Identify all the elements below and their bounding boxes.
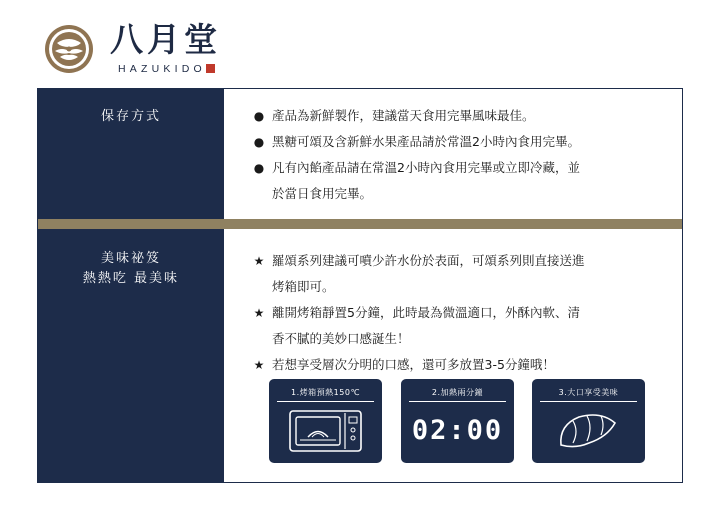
list-item — [252, 352, 672, 378]
star-icon: ★ — [253, 306, 265, 320]
list-item-continuation — [252, 181, 672, 207]
list-item-text: 離開烤箱靜置5分鐘，此時最為微溫適口，外酥內軟、清 — [272, 305, 580, 320]
list-item-text: 烤箱即可。 — [272, 279, 335, 294]
list-item — [252, 300, 672, 326]
storage-section-label: 保存方式 — [100, 109, 161, 124]
list-item-text: 若想享受層次分明的口感，還可多放置3-5分鐘哦！ — [272, 357, 555, 372]
section-divider — [38, 219, 682, 229]
step-title: 2.加熱兩分鐘 — [409, 387, 506, 402]
bullet-icon: ● — [253, 109, 265, 123]
list-item-text: 黑糖可頌及含新鮮水果產品請於常溫2小時內食用完畢。 — [272, 134, 580, 149]
info-panel — [37, 88, 683, 483]
list-item-text: 香不膩的美妙口感誕生！ — [272, 331, 410, 346]
tips-instructions — [252, 248, 672, 378]
list-item — [252, 248, 672, 274]
family-crest-icon — [44, 24, 94, 74]
step-card-heat — [401, 379, 514, 463]
list-item-text: 產品為新鮮製作，建議當天食用完畢風味最佳。 — [272, 108, 535, 123]
list-item-text: 於當日食用完畢。 — [272, 186, 373, 201]
brand-romanized: HAZUKIDO — [118, 63, 206, 75]
tips-section-label: 美味祕笈 — [100, 251, 161, 266]
tips-section-sublabel: 熱熱吃 最美味 — [82, 271, 180, 286]
step-card-enjoy — [532, 379, 645, 463]
list-item-continuation — [252, 326, 672, 352]
list-item-text: 羅頌系列建議可噴少許水份於表面，可頌系列則直接送進 — [272, 253, 585, 268]
list-item — [252, 155, 672, 181]
list-item-text: 凡有內餡產品請在常溫2小時內食用完畢或立即冷藏，並 — [272, 160, 580, 175]
timer-display: 02:00 — [411, 415, 504, 446]
step-title: 1.烤箱預熱150℃ — [277, 387, 374, 402]
croissant-icon — [549, 407, 628, 455]
step-title: 3.大口享受美味 — [540, 387, 637, 402]
list-item — [252, 129, 672, 155]
brand-name: 八月堂 — [110, 20, 221, 59]
bullet-icon: ● — [253, 161, 265, 175]
storage-instructions — [252, 103, 672, 207]
star-icon: ★ — [253, 358, 265, 372]
red-seal-icon — [206, 64, 215, 73]
bullet-icon: ● — [253, 135, 265, 149]
list-item — [252, 103, 672, 129]
list-item-continuation — [252, 274, 672, 300]
star-icon: ★ — [253, 254, 265, 268]
step-card-preheat — [269, 379, 382, 463]
oven-icon — [286, 407, 365, 455]
